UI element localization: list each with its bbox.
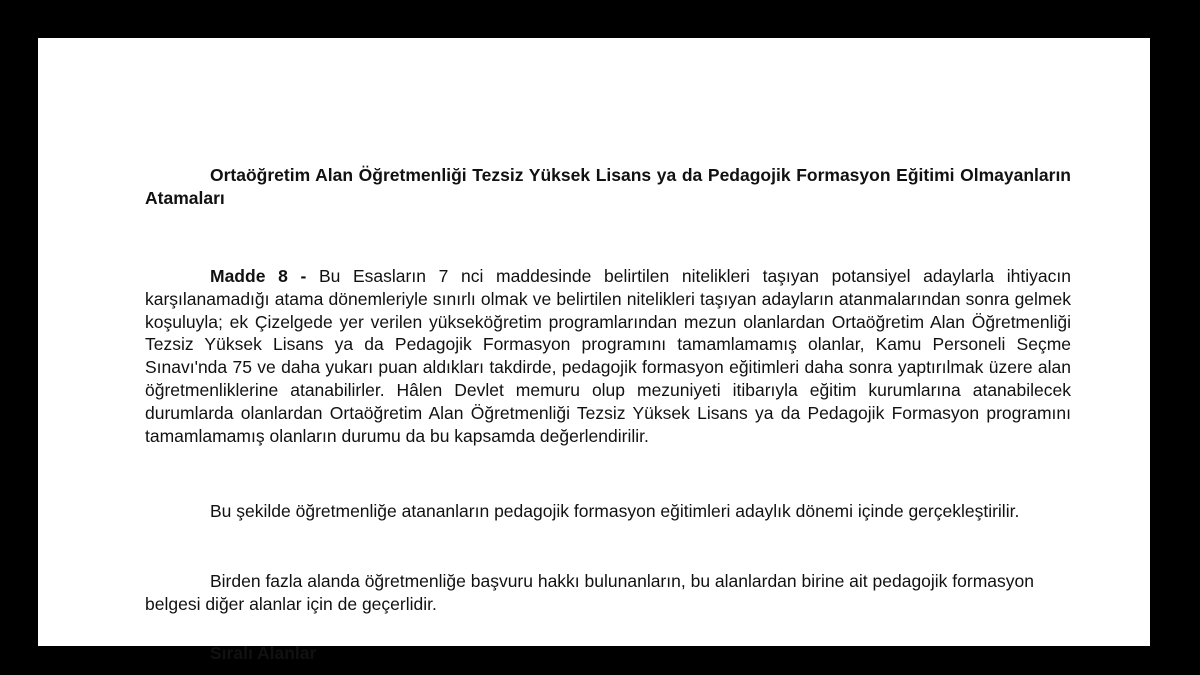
paragraph-2: Bu şekilde öğretmenliğe atananların pedagojik formasyon eğitimleri adaylık dönemi içinde gerçekleştirilir. [210, 501, 1020, 521]
document-page [38, 38, 1150, 663]
next-heading: Sıralı Alanlar [210, 643, 317, 663]
paragraph-3: Birden fazla alanda öğretmenliğe başvuru hakkı bulunanların, bu alanlardan birine ait pedagojik formasyon belgesi diğer alanlar için de geçerlidir. [145, 571, 1034, 614]
article-label: Madde 8 - [210, 266, 307, 286]
paragraph-text: Bu Esasların 7 nci maddesinde belirtilen nitelikleri taşıyan potansiyel adaylarla ihtiyacın karşılanamadığı atama dönemleriyle sınırlı olmak ve belirtilen nitelikleri taşıyan adayların atanmalarından sonra gelmek koşuluyla; ek Çizelgede yer verilen yükseköğretim programlarından mezun olanlardan Ortaöğretim Alan Öğretmenliği Tezsiz Yüksek Lisans ya da Pedagojik Formasyon programını tamamlamamış olanlar, Kamu Personeli Seçme Sınavı'nda 75 ve daha yukarı puan aldıkları takdirde, pedagojik formasyon eğitimleri daha sonra yaptırılmak üzere alan öğretmenliklerine atanabilirler. Hâlen Devlet memuru olup mezuniyeti itibarıyla eğitim kurumlarına atanabilecek durumlarda olanlardan Ortaöğretim Alan Öğretmenliği Tezsiz Yüksek Lisans ya da Pedagojik Formasyon programını tamamlamamış olanların durumu da bu kapsamda değerlendirilir. [145, 266, 1071, 446]
document-title: Ortaöğretim Alan Öğretmenliği Tezsiz Yüksek Lisans ya da Pedagojik Formasyon Eğitimi Olmayanların Atamaları [145, 165, 1071, 208]
article-paragraph [145, 265, 1071, 447]
